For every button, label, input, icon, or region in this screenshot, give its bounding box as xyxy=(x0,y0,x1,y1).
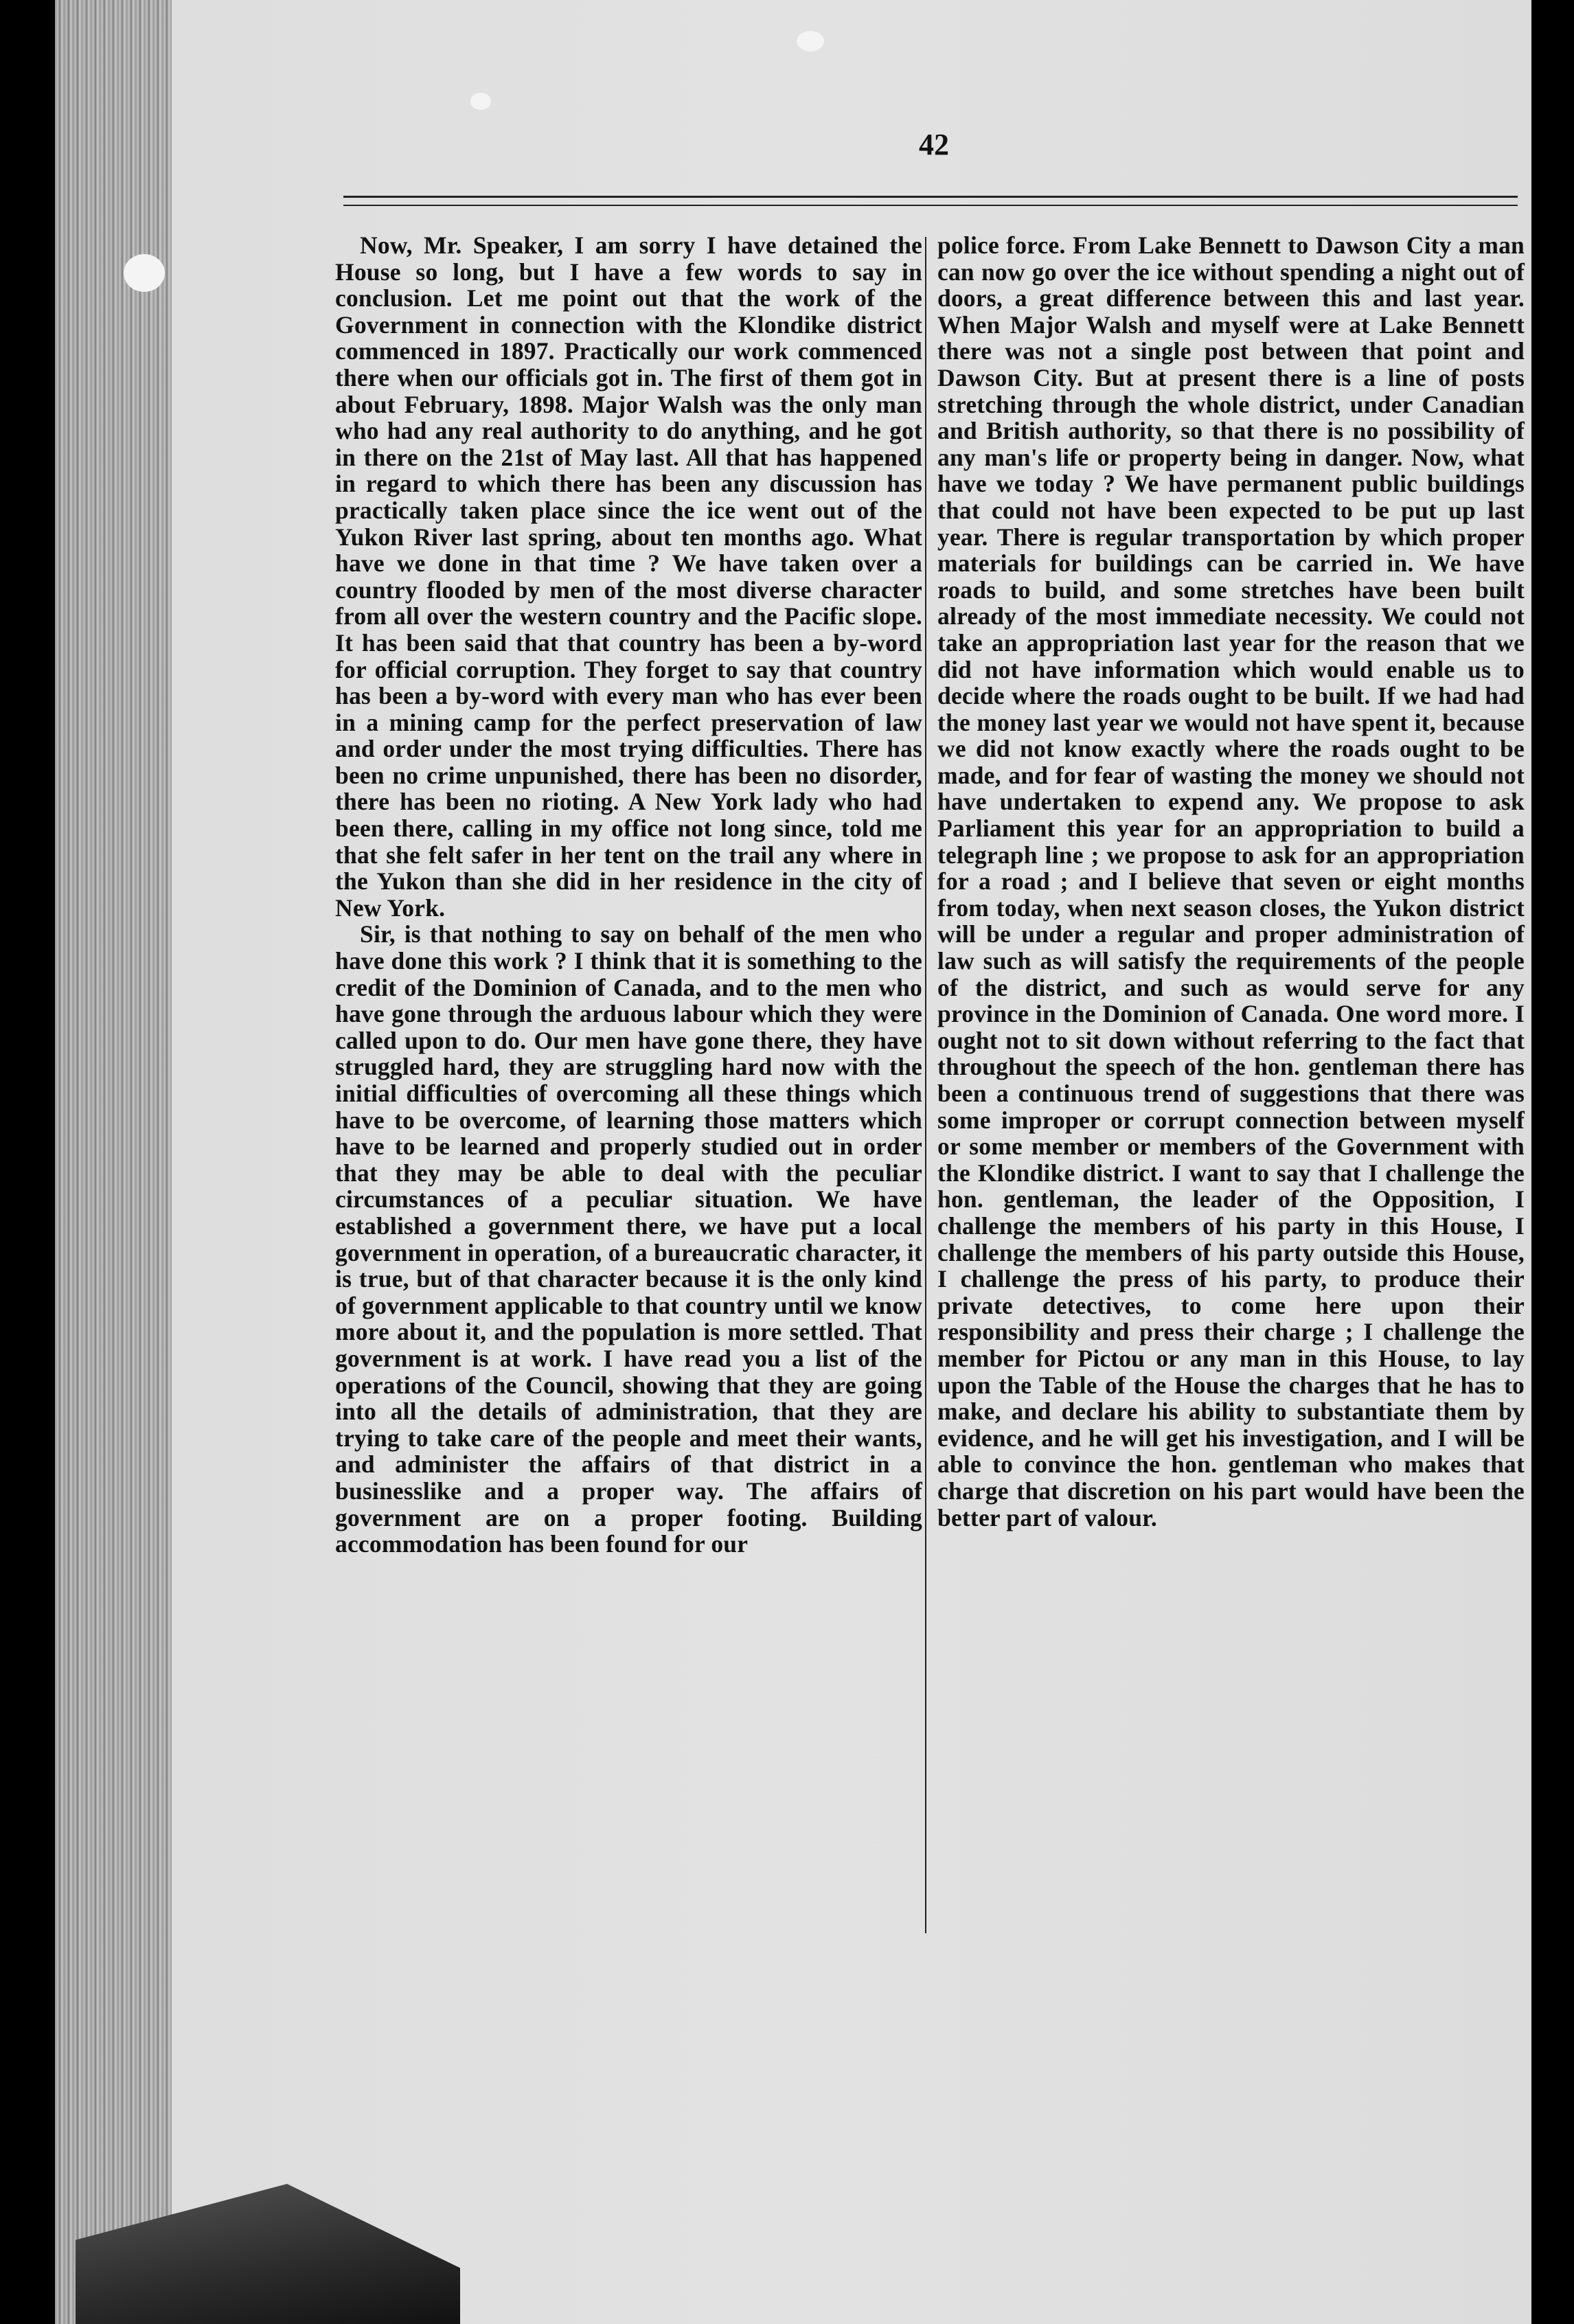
paragraph: Now, Mr. Speaker, I am sorry I have detained the House so long, but I have a few words to say in conclusion. Let me point out that the work of the Government in connection with the Klondike district commenced in 1897. Practically our work commenced there when our officials got in. The first of them got in about February, 1898. Major Walsh was the only man who had any real authority to do anything, and he got in there on the 21st of May last. All that has happened in regard to which there has been any discussion has practically taken place since the ice went out of the Yukon River last spring, about ten months ago. What have we done in that time ? We have taken over a country flooded by men of the most diverse character from all over the western country and the Pacific slope. It has been said that that country has been a by-word for official corruption. They forget to say that country has been a by-word with every man who has ever been in a mining camp for the perfect preservation of law and order under the most trying difficulties. There has been no crime unpunished, there has been no disorder, there has been no rioting. A New York lady who had been there, calling in my office not long since, told me that she felt safer in her tent on the trail any where in the Yukon than she did in her residence in the city of New York. xyxy=(335,231,922,922)
header-rule xyxy=(343,196,1518,198)
left-column xyxy=(335,232,922,1558)
right-column xyxy=(937,232,1525,1531)
paper-speck xyxy=(797,31,824,52)
page-number: 42 xyxy=(919,128,949,161)
header-rule xyxy=(343,205,1518,206)
paragraph: police force. From Lake Bennett to Dawson City a man can now go over the ice without spending a night out of doors, a great difference between this and last year. When Major Walsh and myself were at Lake Bennett there was not a single post between that point and Dawson City. But at present there is a line of posts stretching through the whole district, under Canadian and British authority, so that there is no possibility of any man's life or property being in danger. Now, what have we today ? We have permanent public buildings that could not have been expected to be put up last year. There is regular transportation by which proper materials for buildings can be carried in. We have roads to build, and some stretches have been built already of the most immediate necessity. We could not take an appropriation last year for the reason that we did not have information which would enable us to decide where the roads ought to be built. If we had had the money last year we would not have spent it, because we did not know exactly where the roads ought to be made, and for fear of wasting the money we should not have undertaken to expend any. We propose to ask Parliament this year for an appropriation to build a telegraph line ; we propose to ask for an appropriation for a road ; and I believe that seven or eight months from today, when next season closes, the Yukon district will be under a regular and proper administration of law such as will satisfy the requirements of the people of the district, and such as would serve for any province in the Dominion of Canada. One word more. I ought not to sit down without referring to the fact that throughout the speech of the hon. gentleman there has been a continuous trend of suggestions that there was some improper or corrupt connection between myself or some member or members of the Government with the Klondike district. I want to say that I challenge the hon. gentleman, the leader of the Opposition, I challenge the members of his party in this House, I challenge the members of his party outside this House, I challenge the press of his party, to produce their private detectives, to come here upon their responsibility and press their charge ; I challenge the member for Pictou or any man in this House, to lay upon the Table of the House the charges that he has to make, and declare his ability to substantiate them by evidence, and he will get his investigation, and I will be able to convince the hon. gentleman who makes that charge that discretion on his part would have been the better part of valour. xyxy=(937,231,1525,1531)
paper-speck xyxy=(470,93,491,110)
page-stack-edge xyxy=(55,0,172,2324)
paragraph: Sir, is that nothing to say on behalf of the men who have done this work ? I think that it is something to the credit of the Dominion of Canada, and to the men who have gone through the arduous labour which they were called upon to do. Our men have gone there, they have struggled hard, they are struggling hard now with the initial difficulties of overcoming all these things which have to be overcome, of learning those matters which have to be learned and properly studied out in order that they may be able to deal with the peculiar circumstances of a peculiar situation. We have established a government there, we have put a local government in operation, of a bureaucratic character, it is true, but of that character because it is the only kind of government applicable to that country until we know more about it, and the population is more settled. That government is at work. I have read you a list of the operations of the Council, showing that they are going into all the details of administration, that they are trying to take care of the people and meet their wants, and administer the affairs of that district in a businesslike and a proper way. The affairs of government are on a proper footing. Building accommodation has been found for our xyxy=(335,920,922,1558)
column-divider xyxy=(925,237,926,1933)
paper-speck xyxy=(124,254,165,292)
